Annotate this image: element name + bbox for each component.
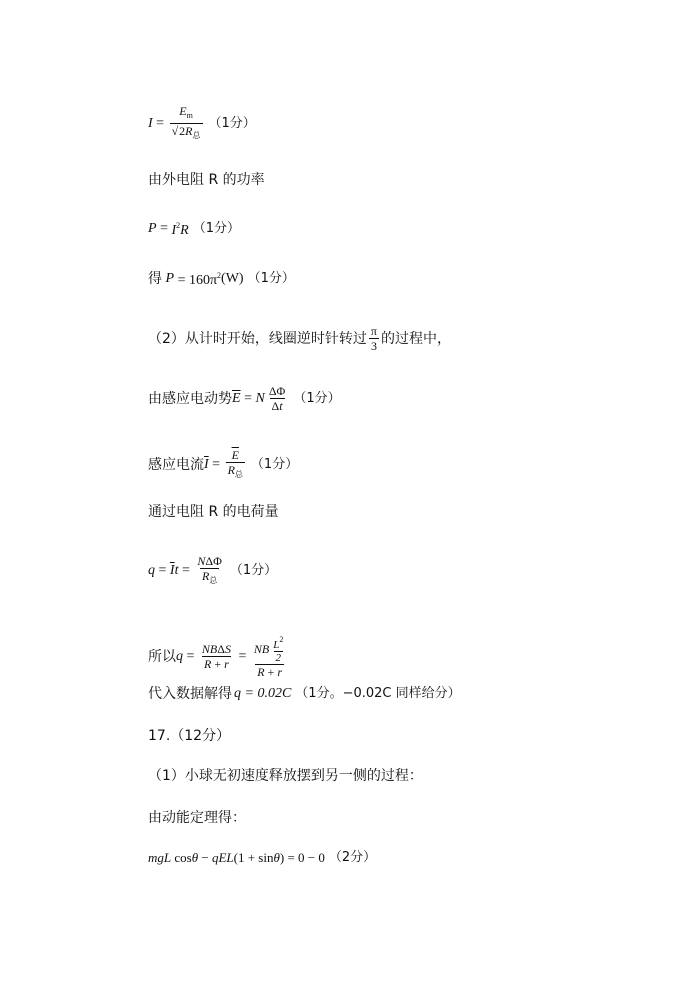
formula-power: P = $I^2R$ （1分） — [148, 220, 240, 238]
score-label: （1分） — [192, 220, 240, 236]
prefix-text: 得 — [148, 270, 162, 287]
fraction-NBdS-over-Rr: $\frac{\text{NBΔS}}{R + r}$ — [201, 642, 231, 671]
text-external-resistor-power: 由外电阻 R 的功率 — [148, 172, 265, 188]
suffix-text: 的过程中， — [380, 330, 451, 347]
part2-intro — [148, 324, 451, 353]
formula-charge-expanded: 所以 q = $\frac{\text{NBΔS}}{R + r}$ = NB $\frac{L^2}{2}$ R + r — [148, 634, 289, 679]
prefix-text: 感应电流 — [148, 457, 204, 473]
fraction-NBL2-over-Rr: NB $\frac{L^2}{2}$ R + r — [253, 635, 284, 679]
result-charge — [148, 686, 461, 702]
score-label: （1分） — [208, 115, 256, 131]
denominator: $√2R_总$ — [170, 123, 203, 143]
question-17-header: 17.（12分） — [148, 728, 231, 744]
fraction-E-over-sqrt2R — [170, 104, 203, 143]
score-label: （1分） — [247, 270, 295, 286]
symbol-I: I — [148, 115, 153, 131]
symbol-P: P — [148, 220, 157, 236]
fraction-dphi-over-dt: $\frac{\Delta\Phi}{\Delta t}$ — [268, 384, 286, 413]
part1-intro: （1）小球无初速度释放摆到另一侧的过程： — [148, 768, 423, 784]
score-label: （1分） — [293, 390, 341, 406]
fraction-E-over-R: $\frac{\overline{E}}{R_总}$ — [226, 448, 245, 482]
formula-average-current: 感应电流 $\overline{I}$ = $\frac{\overline{E}}{R_总}$ （1分） — [148, 448, 298, 482]
result-value: q = 0.02C — [234, 686, 292, 701]
numerator: $E_m$ — [179, 104, 193, 120]
prefix-text: （2）从计时开始，线圈逆时针转过 — [148, 330, 367, 347]
unit-text: (W) — [221, 270, 244, 286]
equals: = — [152, 115, 168, 131]
prefix-text: 所以 — [148, 648, 176, 665]
score-label: （1分） — [250, 457, 299, 472]
text-charge-through-resistor: 通过电阻 R 的电荷量 — [148, 504, 279, 520]
prefix-text: 代入数据解得 — [148, 686, 232, 702]
formula-current-rms — [148, 104, 256, 143]
kinetic-energy-theorem-text: 由动能定理得： — [148, 810, 246, 826]
score-label: （2分） — [328, 850, 377, 865]
formula-power-result: 得 P = $160\pi^2$ (W) （1分） — [148, 270, 295, 288]
prefix-text: 由感应电动势 — [148, 390, 232, 407]
formula-average-emf: 由感应电动势 $\overline{E}$ = N $\frac{\Delta\Phi}{\Delta t}$ （1分） — [148, 384, 341, 413]
formula-charge: q = $\overline{I}t$ = $\frac{\text{NΔΦ}}{R_总}$ （1分） — [148, 554, 277, 588]
fraction-NdPhi-over-R: $\frac{\text{NΔΦ}}{R_总}$ — [195, 554, 224, 588]
score-note: （1分。−0.02C 同样给分） — [295, 686, 461, 701]
score-label: （1分） — [229, 563, 278, 578]
formula-energy: mgL cosθ − qEL(1 + sinθ) = 0 − 0 （2分） — [148, 850, 377, 865]
fraction-pi-over-3: $\frac{\pi}{3}$ — [370, 324, 377, 353]
